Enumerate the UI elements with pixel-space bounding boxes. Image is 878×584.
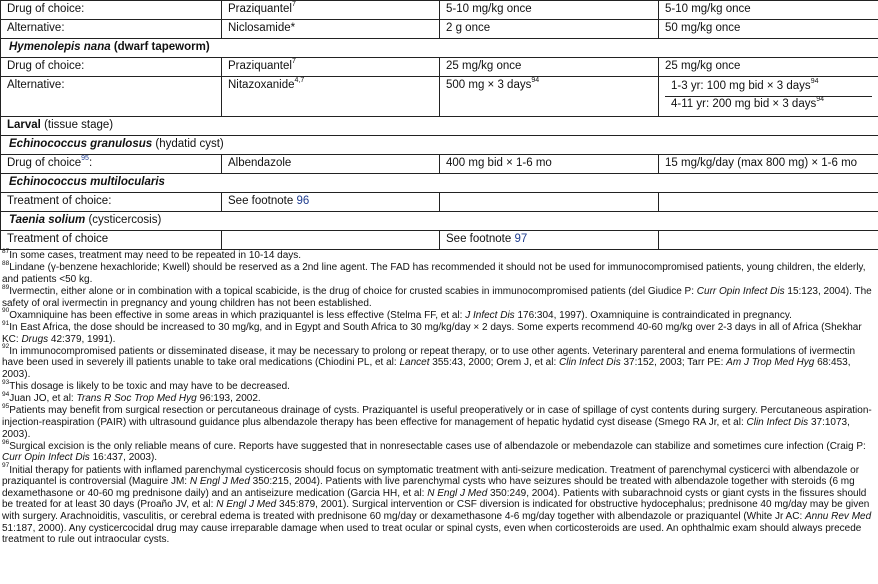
footnote-96: $^{96}$Surgical excision is the only reliable means of cure. Reports have suggested that in nonresectable cases use of albendazole or mebendazole can stabilize and sometimes cure infection (Craig P: Curr Opin Infect Dis 16:437, 2003). xyxy=(2,438,866,464)
footnote-97-link[interactable]: 97 xyxy=(514,233,528,245)
pediatric-dose-cell: 50 mg/kg once xyxy=(659,20,878,39)
row-label: Treatment of choice xyxy=(1,231,222,250)
section-heading-row xyxy=(1,117,878,136)
adult-dose-cell: 25 mg/kg once xyxy=(440,58,659,77)
pediatric-dose-line: 4-11 yr: 200 mg bid × 3 days$^{94}$ xyxy=(665,96,872,114)
drug-cell: Praziquantel$^7$ xyxy=(222,1,440,20)
footnote-92: $^{92}$In immunocompromised patients or disseminated disease, it may be necessary to prolong or repeat therapy, or to use other agents. Veterinary parenteral and enema formulations of ivermectin have been used in severely ill patients unable to take oral medications (Chiodini PL, et al: Lancet 355:43, 2000; Orem J, et al: Clin Infect Dis 37:152, 2003; Tarr PE: Am J Trop Med Hyg 68:453, 2003). xyxy=(2,343,856,380)
row-label: Alternative: xyxy=(1,20,222,39)
footnote-89: $^{89}$Ivermectin, either alone or in combination with a topical scabicide, is the drug of choice for crusted scabies in immunocompromised patients (del Giudice P: Curr Opin Infect Dis 15:123, 2004). The safety of oral ivermectin in pregnancy and young children has not been established. xyxy=(2,283,872,309)
section-heading-row xyxy=(1,212,878,231)
row-label: Alternative: xyxy=(1,77,222,117)
adult-dose-cell: 2 g once xyxy=(440,20,659,39)
section-heading: Echinococcus granulosus (hydatid cyst) xyxy=(1,136,878,155)
pediatric-dose-cell: 5-10 mg/kg once xyxy=(659,1,878,20)
table-row xyxy=(1,1,878,20)
row-label: Treatment of choice: xyxy=(1,193,222,212)
drug-cell: Albendazole xyxy=(222,155,440,174)
section-heading: Echinococcus multilocularis xyxy=(1,174,878,193)
table-row xyxy=(1,231,878,250)
row-label: Drug of choice: xyxy=(1,58,222,77)
section-heading: Taenia solium (cysticercosis) xyxy=(1,212,878,231)
drug-cell xyxy=(222,231,440,250)
pediatric-dose-cell: 15 mg/kg/day (max 800 mg) × 1-6 mo xyxy=(659,155,878,174)
adult-dose-cell: 5-10 mg/kg once xyxy=(440,1,659,20)
footnote-90: $^{90}$Oxamniquine has been effective in some areas in which praziquantel is less effective (Stelma FF, et al: J Infect Dis 176:304, 1997). Oxamniquine is contraindicated in pregnancy. xyxy=(2,307,792,321)
drug-cell: Niclosamide* xyxy=(222,20,440,39)
adult-dose-cell xyxy=(440,193,659,212)
adult-dose-cell: 500 mg × 3 days$^{94}$ xyxy=(440,77,659,117)
footnote-96-link[interactable]: 96 xyxy=(296,195,310,207)
footnote-87: $^{87}$In some cases, treatment may need to be repeated in 10-14 days. xyxy=(2,247,302,261)
pediatric-dose-cell xyxy=(659,193,878,212)
footnote-88: $^{88}$Lindane (γ-benzene hexachloride; Kwell) should be reserved as a 2nd line agent. The FAD has recommended it should not be used for immunocompromised patients, young children, the elderly, and patients <50 kg. xyxy=(2,259,866,285)
section-heading: Hymenolepis nana (dwarf tapeworm) xyxy=(1,39,878,58)
table-row xyxy=(1,20,878,39)
footnote-93: $^{93}$This dosage is likely to be toxic and may have to be decreased. xyxy=(2,378,290,393)
table-row xyxy=(1,77,878,117)
row-label: Drug of choice: xyxy=(1,1,222,20)
footnote-97: $^{97}$Initial therapy for patients with inflamed parenchymal cysticercosis should focus on symptomatic treatment with anti-seizure medication. Treatment of parenchymal cysticerci with albendazole or praziquantel is controversial (Maguire JM: N Engl J Med 350:215, 2004). Patients with live parenchymal cysts who have seizures should be treated with albendazole together with steroids (6 mg dexamethasone or 40-60 mg prednisone daily) and an antiseizure medication (Garcia HH, et al: N Engl J Med 350:249, 2004). Patients with subarachnoid cysts or giant cysts in the fissures should be treated for at least 30 days (Proaño JV, et al: N Engl J Med 345:879, 2001). Surgical intervention or CSF diversion is indicated for obstructive hydocephalus; prednisone 40 mg/day may be given with surgery. Arachnoiditis, vasculitis, or cerebral edema is treated with prednisone 60 mg/day or dexamethasone 4-6 mg/day together with albendazole or praziquantel (White Jr AC: Annu Rev Med 51:187, 2000). Any cysticercocidal drug may cause irreparable damage when used to treat ocular or spinal cysts, even when corticosteroids are used. An ophthalmic exam should always precede treatment to rule out intraocular cysts. xyxy=(2,462,872,546)
drug-cell: Nitazoxanide$^{4,7}$ xyxy=(222,77,440,117)
footnote-95: $^{95}$Patients may benefit from surgical resection or percutaneous drainage of cysts. Praziquantel is useful preoperatively or in case of spillage of cyst contents during surgery. Percutaneous aspiration-injection-reaspiration (PAIR) with ultrasound guidance plus albendazole therapy has been effective for management of hepatic hydatid cyst disease (Smego RA Jr, et al: Clin Infect Dis 37:1073, 2003). xyxy=(2,403,872,440)
drug-cell: Praziquantel$^7$ xyxy=(222,58,440,77)
drug-cell: See footnote 96 xyxy=(222,193,440,212)
footnote-91: $^{91}$In East Africa, the dose should be increased to 30 mg/kg, and in Egypt and South Africa to 30 mg/kg/day × 2 days. Some experts recommend 40-60 mg/kg over 2-3 days in all of Africa (Shekhar KC: Drugs 42:379, 1991). xyxy=(2,319,862,345)
table-row xyxy=(1,155,878,174)
section-heading-row xyxy=(1,39,878,58)
table-row xyxy=(1,58,878,77)
pediatric-dose-line: 1-3 yr: 100 mg bid × 3 days$^{94}$ xyxy=(671,78,819,92)
adult-dose-cell: 400 mg bid × 1-6 mo xyxy=(440,155,659,174)
footnote-94: $^{94}$Juan JO, et al: Trans R Soc Trop Med Hyg 96:193, 2002. xyxy=(2,390,261,405)
pediatric-dose-cell: 25 mg/kg once xyxy=(659,58,878,77)
adult-dose-cell: See footnote 97 xyxy=(440,231,659,250)
pediatric-dose-cell xyxy=(659,231,878,250)
section-heading: Larval (tissue stage) xyxy=(1,117,878,136)
section-heading-row xyxy=(1,136,878,155)
pediatric-dose-cell xyxy=(659,77,878,117)
row-label: Drug of choice$^{95}$: xyxy=(1,155,222,174)
section-heading-row xyxy=(1,174,878,193)
table-row xyxy=(1,193,878,212)
drug-dosage-table xyxy=(0,0,878,250)
footnotes xyxy=(2,247,876,546)
